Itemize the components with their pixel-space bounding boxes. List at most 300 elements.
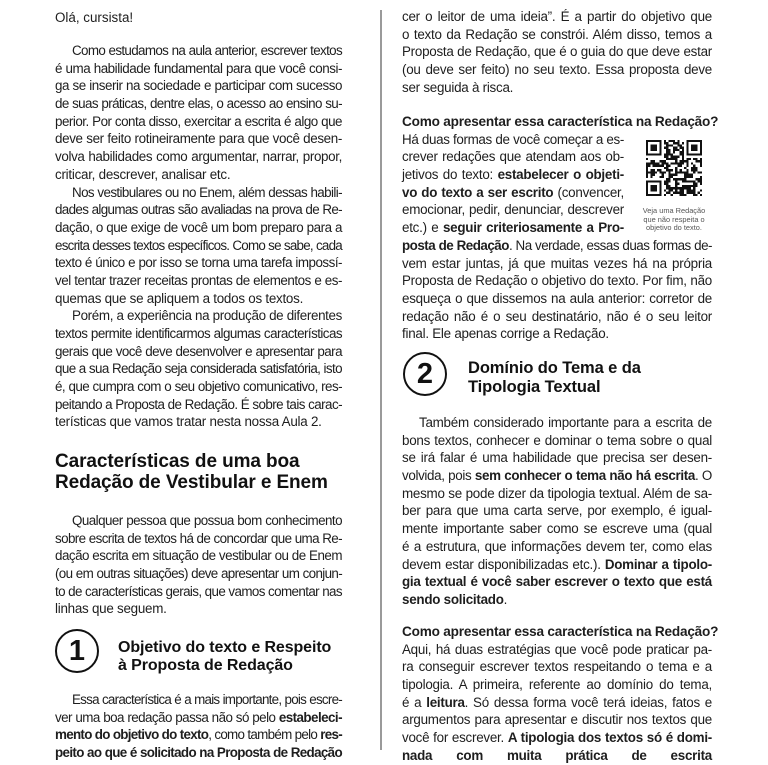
qr-module [686, 153, 688, 155]
line-text: dades algumas outras são avaliadas na prova de Re- [55, 202, 342, 218]
text-line [402, 658, 712, 676]
qr-module [655, 147, 657, 149]
qr-module [680, 144, 682, 146]
qr-module [664, 183, 666, 185]
qr-module [664, 147, 666, 149]
qr-module [680, 178, 682, 180]
bold-text: vo do texto a ser escrito [402, 184, 554, 200]
qr-module [693, 144, 695, 146]
line-text: Há duas formas de você começar a es- [402, 131, 624, 147]
qr-module [659, 144, 661, 146]
qr-module [650, 187, 652, 189]
qr-module [686, 147, 688, 149]
qr-module [664, 160, 666, 162]
qr-module [691, 192, 693, 194]
qr-module [655, 187, 657, 189]
qr-module [698, 153, 700, 155]
qr-module [695, 144, 697, 146]
qr-module [666, 169, 668, 171]
qr-module [682, 171, 684, 173]
qr-module [655, 171, 657, 173]
text-line [55, 600, 342, 618]
qr-module [666, 144, 668, 146]
qr-module [664, 194, 666, 196]
qr-module [677, 156, 679, 158]
qr-module [666, 183, 668, 185]
qr-module [700, 160, 702, 162]
line-text: quemas que se apliquem a todos os textos. [55, 290, 304, 306]
qr-module [653, 160, 655, 162]
qr-module [664, 153, 666, 155]
line-text: perior. Por conta disso, exercitar a escrita é algo que [55, 113, 342, 129]
qr-module [695, 194, 697, 196]
qr-module [657, 153, 659, 155]
qr-module [659, 189, 661, 191]
qr-module [684, 167, 686, 169]
qr-module [650, 180, 652, 182]
line-text: vel tentar trazer receitas prontas de elementos e es- [55, 272, 342, 288]
qr-module [646, 194, 648, 196]
qr-module [646, 158, 648, 160]
text-line [402, 290, 712, 308]
line-text: crever redações que atendam aos ob- [402, 149, 624, 165]
qr-module [686, 144, 688, 146]
bold-text: leitura [426, 694, 465, 710]
line-text: sobre escrita de textos há de concordar que uma Re- [55, 530, 342, 546]
qr-module [689, 187, 691, 189]
qr-module [700, 165, 702, 167]
qr-module [682, 194, 684, 196]
qr-module [657, 180, 659, 182]
text-line [402, 148, 624, 166]
line-text: é a leitura. Só dessa forma você terá ideias, fatos e [402, 694, 712, 710]
qr-module [653, 189, 655, 191]
qr-module [668, 153, 670, 155]
line-text: argumentos para apresentar e discutir nos textos que [402, 712, 712, 728]
text-line [402, 308, 712, 326]
text-line [55, 272, 342, 290]
qr-module [686, 160, 688, 162]
text-line [402, 485, 712, 503]
qr-module [648, 180, 650, 182]
qr-module [682, 178, 684, 180]
qr-caption [634, 207, 714, 233]
qr-module [682, 147, 684, 149]
line-text: é uma habilidade fundamental para que você consi- [55, 60, 342, 76]
text-line [402, 432, 712, 450]
qr-module [691, 185, 693, 187]
qr-module [671, 187, 673, 189]
qr-module [650, 147, 652, 149]
bold-text: res- [320, 727, 342, 743]
text-line [402, 184, 624, 202]
qr-module [648, 171, 650, 173]
qr-module [675, 156, 677, 158]
line-text [55, 745, 342, 760]
qr-module [646, 151, 648, 153]
section-number-1: 1 [55, 629, 99, 673]
qr-module [668, 189, 670, 191]
bold-text: sem conhecer o tema não há escrita [474, 468, 695, 484]
qr-module [666, 158, 668, 160]
qr-module [657, 169, 659, 171]
caption-line: Veja uma Redação [642, 206, 706, 215]
qr-module [689, 176, 691, 178]
qr-module [655, 189, 657, 191]
qr-module [686, 142, 688, 144]
paragraph [55, 512, 342, 618]
qr-module [675, 142, 677, 144]
text-line [402, 325, 712, 343]
qr-module [675, 158, 677, 160]
qr-module [646, 142, 648, 144]
qr-module [698, 160, 700, 162]
qr-module [648, 162, 650, 164]
qr-module [653, 174, 655, 176]
qr-module [675, 180, 677, 182]
qr-module [659, 140, 661, 142]
qr-module [664, 156, 666, 158]
qr-module [657, 194, 659, 196]
left-column [55, 0, 342, 761]
qr-module [682, 192, 684, 194]
qr-module [650, 144, 652, 146]
qr-module [691, 176, 693, 178]
qr-module [653, 171, 655, 173]
text-line [402, 538, 712, 556]
qr-module [653, 194, 655, 196]
qr-module [686, 162, 688, 164]
qr-module [677, 183, 679, 185]
qr-module [695, 153, 697, 155]
qr-module [680, 194, 682, 196]
qr-module [689, 192, 691, 194]
qr-module [646, 189, 648, 191]
qr-code[interactable] [646, 140, 702, 196]
text-line [402, 747, 712, 765]
qr-module [653, 162, 655, 164]
text-line [402, 201, 624, 219]
qr-module [668, 144, 670, 146]
text-line [55, 201, 342, 219]
qr-module [700, 142, 702, 144]
qr-module [659, 149, 661, 151]
qr-module [653, 165, 655, 167]
text-line [402, 641, 712, 659]
text-line [55, 325, 342, 343]
text-line [55, 130, 342, 148]
qr-module [646, 162, 648, 164]
text-line [402, 272, 712, 290]
qr-module [668, 178, 670, 180]
bold-text: peito ao que é solicitado na Proposta de Redação [55, 745, 342, 761]
qr-module [673, 151, 675, 153]
qr-module [666, 142, 668, 144]
section-heading [55, 451, 342, 493]
text-line [55, 726, 342, 744]
section-1-text [55, 691, 342, 762]
line-text: ra conseguir escrever textos respeitando o tema e a [402, 659, 712, 675]
text-line [402, 556, 712, 574]
qr-module [700, 176, 702, 178]
qr-module [689, 158, 691, 160]
qr-module [686, 187, 688, 189]
qr-module [700, 180, 702, 182]
qr-module [693, 140, 695, 142]
subheading: Como apresentar essa característica na Redação? [402, 624, 719, 639]
text-line [402, 591, 712, 609]
line-text: Proposta de Redação, que é o guia do que deve estar [402, 44, 712, 60]
line-text: tipologia. A primeira, referente ao domínio do tema, [402, 677, 712, 693]
qr-module [673, 162, 675, 164]
qr-module [682, 158, 684, 160]
paragraph [55, 42, 342, 184]
qr-module [666, 185, 668, 187]
qr-module [675, 178, 677, 180]
qr-module [664, 140, 666, 142]
qr-module [691, 167, 693, 169]
qr-module [666, 149, 668, 151]
qr-module [684, 178, 686, 180]
text-line [55, 378, 342, 396]
qr-module [700, 144, 702, 146]
qr-module [673, 140, 675, 142]
qr-module [691, 174, 693, 176]
qr-module [653, 169, 655, 171]
text-line [55, 290, 342, 308]
qr-module [666, 167, 668, 169]
bold-text: posta de Redação [402, 237, 509, 253]
line-text: ber para que uma carta serve, por exemplo, é igual- [402, 503, 712, 519]
qr-module [650, 160, 652, 162]
line-text: Como estudamos na aula anterior, escrever textos [72, 43, 342, 58]
qr-module [655, 162, 657, 164]
qr-module [646, 144, 648, 146]
qr-module [659, 147, 661, 149]
text-line [402, 502, 712, 520]
qr-module [664, 171, 666, 173]
qr-module [693, 180, 695, 182]
qr-module [653, 149, 655, 151]
line-text: dação, o que exige de você um bom preparo para a [55, 219, 342, 235]
line-text: vo do texto a ser escrito (convencer, [402, 184, 624, 200]
line-text [402, 574, 712, 589]
qr-module [684, 194, 686, 196]
bold-text: mento do objetivo do texto [55, 727, 209, 743]
qr-module [693, 147, 695, 149]
qr-module [700, 194, 702, 196]
qr-module [666, 180, 668, 182]
text-line [402, 26, 712, 44]
qr-module [689, 185, 691, 187]
paragraph [55, 184, 342, 308]
qr-module [691, 189, 693, 191]
text-line [55, 148, 342, 166]
qr-module [700, 171, 702, 173]
bold-text: seguir criteriosamente a Pro- [442, 220, 624, 236]
text-line [402, 467, 712, 485]
qr-module [686, 192, 688, 194]
qr-module [689, 174, 691, 176]
line-text: Aqui, há duas estratégias que você pode praticar pa- [402, 641, 712, 657]
qr-module [655, 144, 657, 146]
qr-module [668, 169, 670, 171]
qr-module [682, 189, 684, 191]
qr-module [662, 171, 664, 173]
qr-module [691, 153, 693, 155]
line-text: Qualquer pessoa que possua bom conhecimento [72, 513, 342, 528]
qr-module [662, 176, 664, 178]
line-text: você for escrever. A tipologia dos textos só é domi- [402, 730, 713, 746]
qr-module [673, 158, 675, 160]
qr-module [691, 140, 693, 142]
qr-module [691, 162, 693, 164]
qr-module [693, 169, 695, 171]
heading-paragraph [55, 512, 342, 618]
qr-module [686, 180, 688, 182]
line-text: vem estar juntas, já que muitas vezes há na própria [402, 255, 712, 271]
qr-module [659, 176, 661, 178]
qr-module [671, 162, 673, 164]
qr-module [700, 151, 702, 153]
text-line [55, 512, 342, 530]
qr-module [655, 140, 657, 142]
qr-module [671, 176, 673, 178]
qr-module [682, 160, 684, 162]
qr-module [650, 140, 652, 142]
line-text: textos permite identificarmos algumas características [55, 326, 342, 341]
qr-module [677, 171, 679, 173]
qr-module [646, 153, 648, 155]
line-text: dação escrita em situação de vestibular ou de Enem [55, 548, 342, 564]
section-number-2: 2 [403, 352, 447, 396]
qr-module [686, 158, 688, 160]
line-text: se irá falar é uma habilidade que precisa ser desen- [402, 450, 712, 466]
qr-module [684, 187, 686, 189]
line-text: volvida, pois sem conhecer o tema não há escrita. O [402, 468, 712, 484]
qr-module [680, 171, 682, 173]
text-line [55, 547, 342, 565]
text-line [402, 449, 712, 467]
line-text: Também considerado importante para a escrita de [419, 415, 712, 430]
text-line [402, 79, 712, 97]
text-line [402, 573, 712, 591]
qr-module [650, 169, 652, 171]
paragraph [402, 414, 712, 609]
qr-module [646, 165, 648, 167]
qr-module [671, 153, 673, 155]
bold-text: sendo solicitado [402, 591, 504, 607]
text-line [55, 307, 342, 325]
qr-module [666, 151, 668, 153]
qr-module [695, 178, 697, 180]
intro-text [55, 42, 342, 431]
line-text: texto é único e por isso se torna uma tarefa impossí- [55, 255, 342, 271]
column-divider [380, 10, 382, 750]
line-text: ver uma boa redação passa não só pelo estabeleci- [55, 709, 342, 725]
qr-module [668, 187, 670, 189]
qr-module [695, 167, 697, 169]
qr-module [673, 147, 675, 149]
text-line [55, 237, 342, 255]
paragraph [55, 691, 342, 762]
qr-module [646, 149, 648, 151]
line-text: terísticas que vamos tratar nesta nossa Aula 2. [55, 414, 322, 430]
bold-text: estabeleci- [278, 709, 342, 725]
qr-module [673, 149, 675, 151]
qr-module [668, 140, 670, 142]
qr-module [680, 187, 682, 189]
qr-module [684, 180, 686, 182]
qr-module [675, 167, 677, 169]
qr-module [655, 185, 657, 187]
subheading: Como apresentar essa característica na Redação? [402, 114, 719, 129]
qr-module [700, 158, 702, 160]
qr-module [650, 153, 652, 155]
line-text: emocionar, pedir, denunciar, descrever [402, 202, 624, 218]
qr-module [700, 178, 702, 180]
text-line [402, 43, 712, 61]
caption-line: objetivo do texto. [646, 223, 702, 233]
qr-module [659, 192, 661, 194]
qr-module [668, 149, 670, 151]
text-line [402, 166, 624, 184]
qr-module [680, 192, 682, 194]
qr-module [659, 151, 661, 153]
qr-module [675, 174, 677, 176]
qr-module [682, 142, 684, 144]
paragraph [402, 641, 712, 765]
right-column [402, 0, 719, 763]
qr-module [659, 187, 661, 189]
qr-module [666, 165, 668, 167]
qr-module [646, 167, 648, 169]
qr-module [682, 149, 684, 151]
qr-module [666, 178, 668, 180]
qr-module [682, 151, 684, 153]
line-text: deve ser feito rotineiramente para que você desen- [55, 131, 342, 147]
qr-module [659, 194, 661, 196]
qr-module [682, 187, 684, 189]
line-text: gerais que você deve desenvolver e apresentar para [55, 343, 342, 359]
text-line [55, 709, 342, 727]
text-line [55, 219, 342, 237]
title-line: Tipologia Textual [468, 378, 601, 396]
qr-module [693, 194, 695, 196]
line-text: final. Ele apenas corrige a Redação. [402, 326, 609, 342]
qr-module [659, 180, 661, 182]
text-line [402, 729, 712, 747]
continuation-text [402, 8, 712, 96]
qr-module [700, 153, 702, 155]
qr-module [675, 169, 677, 171]
title-line: Objetivo do texto e Respeito [118, 639, 332, 656]
text-line [55, 184, 342, 202]
qr-module [666, 153, 668, 155]
line-text: volva habilidades como argumentar, narrar, propor, [55, 149, 342, 165]
line-text: mesmo se pode dizer da tipologia textual. Além de sa- [402, 485, 712, 501]
qr-module [664, 167, 666, 169]
qr-module [695, 158, 697, 160]
qr-module [668, 192, 670, 194]
qr-module [680, 153, 682, 155]
qr-module [662, 174, 664, 176]
qr-module [671, 140, 673, 142]
greeting: Olá, cursista! [55, 10, 134, 25]
section-1-title [118, 639, 331, 675]
title-line: Domínio do Tema e da [468, 359, 641, 377]
text-line [55, 95, 342, 113]
